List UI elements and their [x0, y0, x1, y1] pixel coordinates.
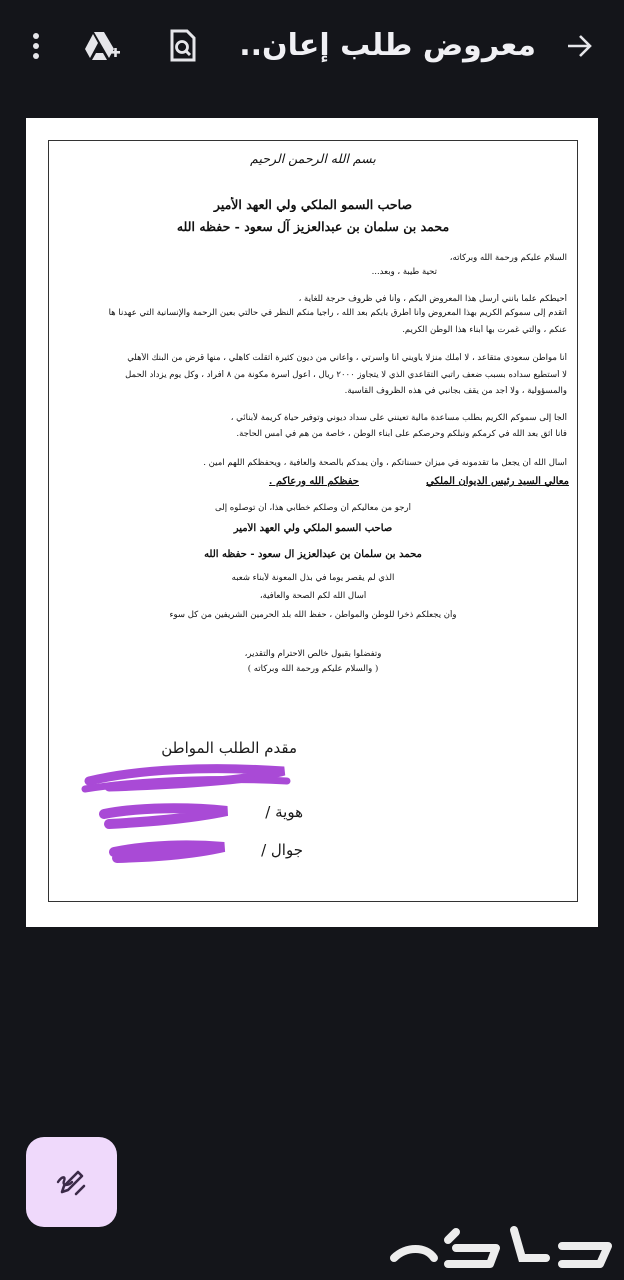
haraj-logo [386, 1218, 618, 1276]
top-app-bar [0, 0, 624, 92]
paragraph-1-line-2: أتقدم إلى سموكم الكريم بهذا المعروض وأنا أطرق بابكم بعد الله ، راجيا منكم النظر في حالتي بعين الرحمة والإنسانية التي عهدنا ها [108, 308, 567, 318]
closing-line-b: أسأل الله لكم الصحة والعافية، [259, 591, 367, 601]
closing-respect: وتفضلوا بقبول خالص الاحترام والتقدير، [244, 649, 382, 659]
applicant-label: مقدم الطلب المواطن [161, 739, 297, 757]
arrow-forward-icon[interactable] [560, 26, 600, 66]
paragraph-2-line-3: والمسؤولية ، ولا أجد من يقف بجانبي في هذه الظروف القاسية. [344, 386, 567, 396]
heading-crown-prince-name-2: محمد بن سلمان بن عبدالعزيز آل سعود - حفظه الله [204, 549, 422, 560]
id-label: هوية / [265, 803, 303, 821]
salutation-line: تحية طيبة ، وبعد... [371, 267, 437, 277]
paragraph-2-line-1: أنا مواطن سعودي متقاعد ، لا أملك منزلا يأويني أنا وأسرتي ، وأعاني من ديون كثيرة أثقلت كاهلي ، منها قرض من البنك الأهلي [127, 353, 567, 363]
edit-pen-icon [54, 1164, 90, 1200]
document-title: معروض طلب إعان.. [239, 28, 536, 63]
annotate-fab[interactable] [26, 1137, 117, 1227]
addressee-blessing: حفظكم الله ورعاكم . [268, 476, 359, 487]
paragraph-1-line-1: أحيطكم علما بأنني أرسل هذا المعروض اليكم ، وأنا في ظروف حرجة للغاية ، [298, 294, 567, 304]
heading-crown-prince-title-2: صاحب السمو الملكي ولي العهد الأمير [233, 523, 393, 534]
closing-line-a: الذي لم يقصر يوما في بذل المعونة لأبناء شعبه [231, 573, 395, 583]
add-to-drive-icon[interactable] [82, 26, 122, 66]
paragraph-2-line-2: لا أستطيع سداده بسبب ضعف راتبي التقاعدي الذي لا يتجاوز ٢٠٠٠ ريال ، أعول أسرة مكونة من ٨ أفراد ، وكل يوم يزداد الحمل [125, 370, 567, 380]
closing-line-c: وأن يجعلكم ذخرا للوطن والمواطن ، حفظ الله بلد الحرمين الشريفين من كل سوء [169, 610, 457, 620]
phone-label: جوال / [261, 841, 303, 859]
paragraph-1-line-3: عنكم ، والتي غمرت بها أبناء هذا الوطن الكريم. [402, 325, 567, 335]
heading-crown-prince-title: صاحب السمو الملكي ولي العهد الأمير [213, 197, 413, 212]
addressee-royal-court: معالي السيد رئيس الديوان الملكي [426, 476, 569, 487]
closing-salam: ( والسلام عليكم ورحمة الله وبركاته ) [247, 664, 379, 674]
paragraph-3-line-1: ألجأ إلى سموكم الكريم بطلب مساعدة مالية تعينني على سداد ديوني وتوفير حياة كريمة لأبنائي ، [230, 413, 567, 423]
greeting-line: السلام عليكم ورحمة الله وبركاته، [449, 253, 567, 263]
redaction-marks [49, 141, 577, 901]
more-vert-icon[interactable] [16, 26, 56, 66]
heading-crown-prince-name: محمد بن سلمان بن عبدالعزيز آل سعود - حفظه الله [176, 219, 450, 234]
paragraph-3-line-2: فأنا أثق بعد الله في كرمكم ونبلكم وحرصكم على أبناء الوطن ، خاصة من هم في أمس الحاجة. [236, 429, 567, 439]
request-line: أرجو من معاليكم أن وصلكم خطابي هذا، أن توصلوه إلى [215, 503, 411, 513]
document-page[interactable] [26, 118, 598, 927]
prayer-line: أسأل الله أن يجعل ما تقدمونه في ميزان حسناتكم ، وأن يمدكم بالصحة والعافية ، ويحفظكم اللهم آمين . [203, 458, 567, 468]
letter-border [48, 140, 578, 902]
basmala: بسم الله الرحمن الرحيم [250, 151, 376, 166]
